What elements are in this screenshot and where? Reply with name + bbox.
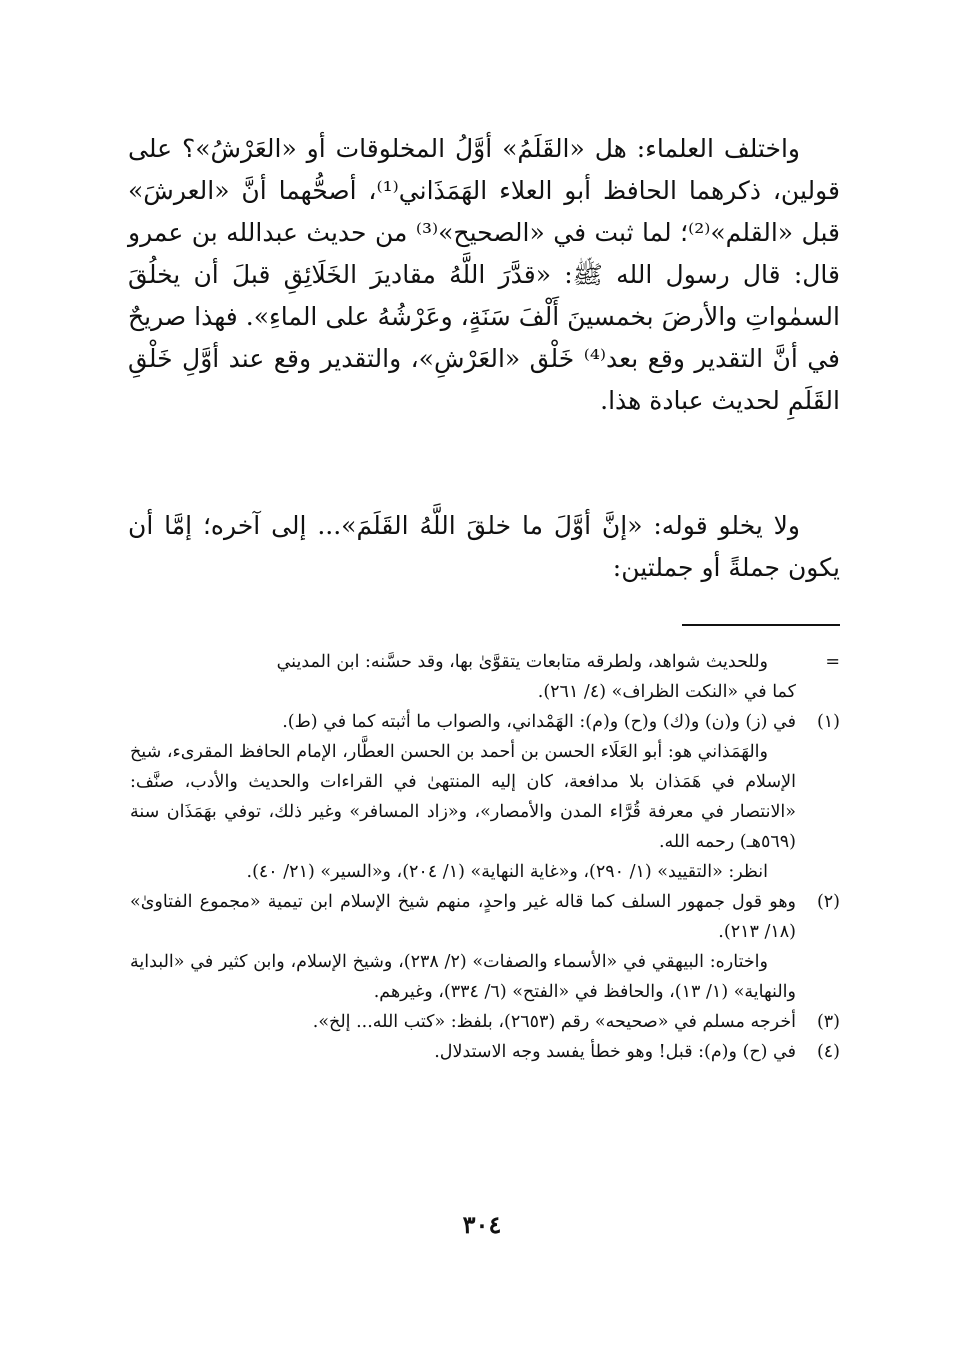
continuation-marker: = bbox=[825, 652, 840, 672]
footnote-4 bbox=[130, 1037, 840, 1067]
footnote-2 bbox=[130, 887, 840, 1007]
footnote-2-line-2: واختاره: البيهقي في «الأسماء والصفات» (٢/ ٢٣٨)، وشيخ الإسلام، وابن كثير في «البداية والنهاية» (١/ ١٣)، والحافظ في «الفتح» (٦/ ٣٣٤)، وغيرهم. bbox=[130, 952, 796, 1002]
footnote-2-number: (٢) bbox=[816, 892, 840, 912]
continuation-line-2: كما في «النكت الظراف» (٤/ ٢٦١). bbox=[537, 682, 796, 702]
footnotes-section bbox=[130, 647, 840, 1067]
continuation-line-1: وللحديث شواهد، ولطرقه متابعات يتقوَّىٰ بها، وقد حسَّنه: ابن المديني bbox=[276, 652, 768, 672]
footnote-1-line-2: والهَمَذاني هو: أبو العَلَاء الحسن بن أحمد بن الحسن العطَّار، الإمام الحافظ المقرىء، شيخ الإسلام في هَمَذان بلا مدافعة، كان إليه المنتهىٰ في القراءات والحديث والأدب، صنَّف: «الانتصار في معرفة قُرَّاء المدن والأمصار»، و«زاد المسافر» وغير ذلك، توفي بهَمَذَان سنة (٥٦٩هـ) رحمه الله. bbox=[130, 742, 796, 852]
footnote-1-line-1: في (ز) و(ن) و(ك) و(ح) و(م): الهَمْداني، والصواب ما أثبته كما في (ط). bbox=[282, 712, 796, 732]
main-paragraph-1 bbox=[128, 128, 840, 422]
footnote-1-line-3: انظر: «التقييد» (١/ ٢٩٠)، و«غاية النهاية» (١/ ٢٠٤)، و«السير» (٢١/ ٤٠). bbox=[246, 862, 768, 882]
footnote-1 bbox=[130, 707, 840, 887]
footnote-4-number: (٤) bbox=[816, 1042, 840, 1062]
footnote-3 bbox=[130, 1007, 840, 1037]
page-number: ٣٠٤ bbox=[462, 1210, 502, 1239]
footnote-1-number: (١) bbox=[816, 712, 840, 732]
paragraph-text-1: واختلف العلماء: هل «القَلَمُ» أوَّلُ المخلوقات أو «العَرْشُ»؟ على قولين، ذكرهما الحافظ أبو العلاء الهَمَذَاني⁽¹⁾، أصحُّهما أنَّ «العرشَ» قبل «القلم»⁽²⁾؛ لما ثبت في «الصحيح»⁽³⁾ من حديث عبدالله بن عمرو قال: قال رسول الله ﷺ: «قدَّرَ اللَّهُ مقاديرَ الخَلَائِقِ قبلَ أن يخلُقَ السمٰواتِ والأرضَ بخمسينَ أَلْفَ سَنَةٍ، وعَرْشُهُ على الماءِ». فهذا صريحٌ في أنَّ التقدير وقع بعد⁽⁴⁾ خَلْق «العَرْشِ»، والتقدير وقع عند أوَّلِ خَلْقِ القَلَمِ لحديث عبادة هذا. bbox=[128, 134, 840, 415]
paragraph-text-2: ولا يخلو قوله: «إنَّ أوَّلَ ما خلقَ اللَّهُ القَلَمَ»... إلى آخره؛ إمَّا أن يكون جملةً أو جملتين: bbox=[128, 511, 840, 582]
footnote-3-line-1: أخرجه مسلم في «صحيحه» رقم (٢٦٥٣)، بلفظ: «كتب الله... إلخ». bbox=[312, 1012, 796, 1032]
footnote-3-number: (٣) bbox=[816, 1012, 840, 1032]
footnote-continuation bbox=[130, 647, 840, 707]
footnote-2-line-1: وهو قول جمهور السلف كما قاله غير واحدٍ، منهم شيخ الإسلام ابن تيمية «مجموع الفتاوىٰ» (١٨/ ٢١٣). bbox=[130, 892, 796, 942]
main-paragraph-2 bbox=[128, 505, 840, 589]
footnote-4-line-1: في (ح) و(م): قبل! وهو خطأ يفسد وجه الاستدلال. bbox=[434, 1042, 796, 1062]
footnote-divider bbox=[682, 624, 840, 626]
